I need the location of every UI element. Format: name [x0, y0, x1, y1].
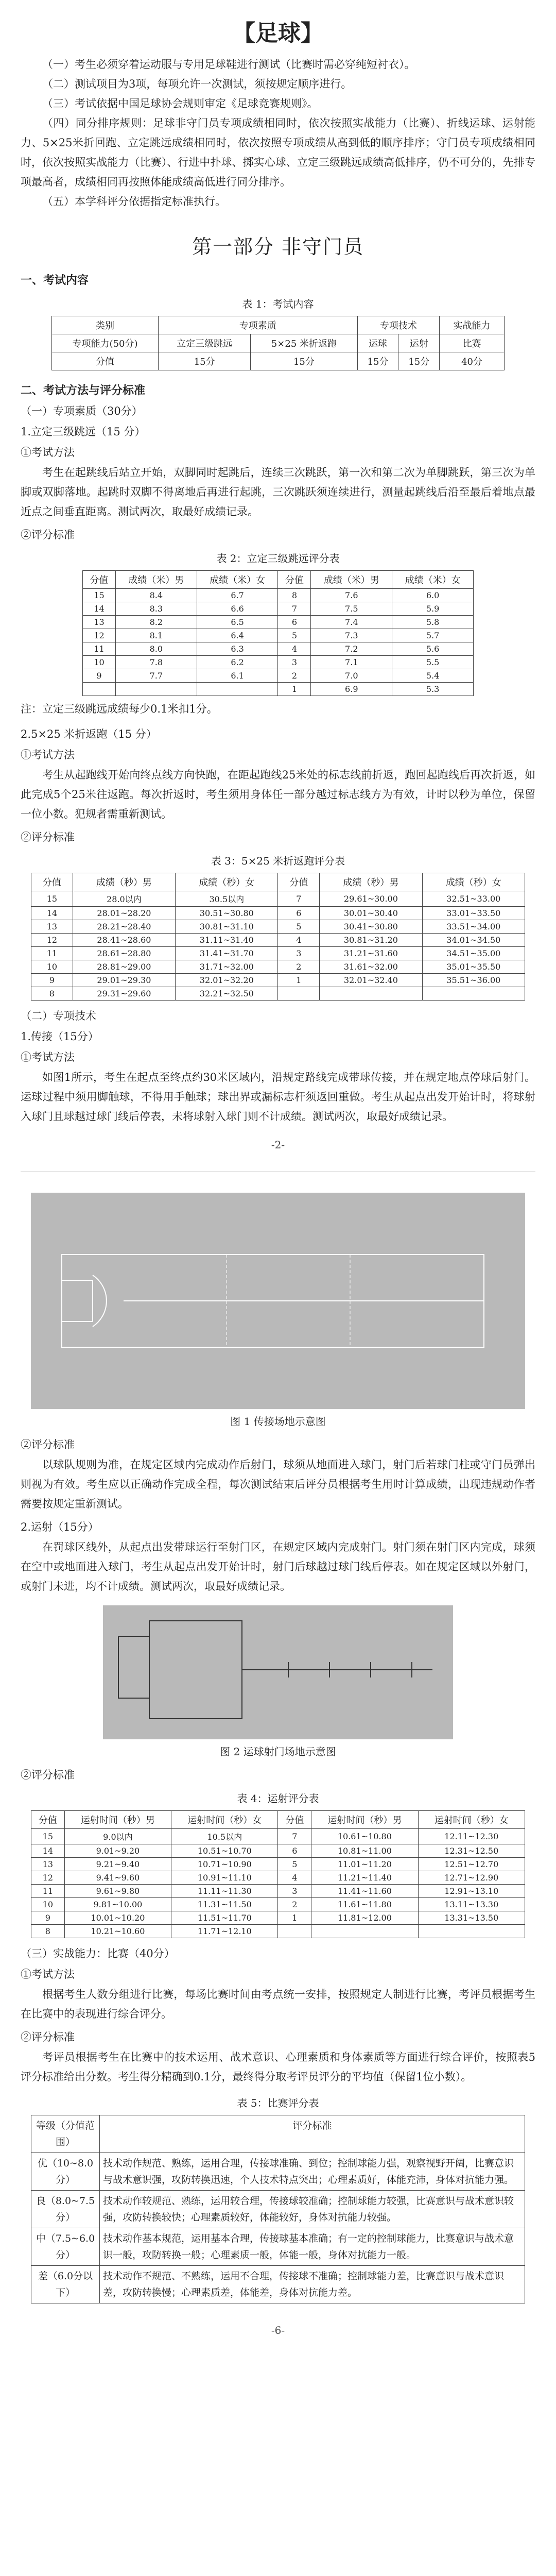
figure-2 [103, 1605, 453, 1739]
table-cell: 5 [278, 920, 320, 934]
table-header: 运射时间（秒）女 [171, 1811, 278, 1829]
table-cell: 9 [83, 669, 116, 683]
table-cell: 28.21~28.40 [73, 920, 175, 934]
table-cell: 分值 [52, 352, 159, 370]
table-cell: 5 [278, 1858, 311, 1871]
table-cell: 7.4 [311, 616, 392, 629]
table-cell: 1 [278, 683, 311, 696]
table-cell: 34.01~34.50 [422, 934, 525, 947]
table-cell: 31.21~31.60 [320, 947, 422, 960]
table-cell: 11.81~12.00 [311, 1911, 418, 1925]
table-cell: 良（8.0~7.5分） [31, 2191, 100, 2228]
table-cell: 2 [278, 960, 320, 974]
table-header: 分值 [278, 1811, 311, 1829]
table-cell: 29.61~30.00 [320, 891, 422, 907]
table-cell: 5×25 米折返跑 [251, 334, 357, 352]
table-cell: 10.01~10.20 [64, 1911, 171, 1925]
table-cell: 6 [278, 616, 311, 629]
table-cell: 32.51~33.00 [422, 891, 525, 907]
table-cell: 29.01~29.30 [73, 974, 175, 987]
table-cell: 15 [31, 1829, 65, 1844]
table-cell: 14 [83, 602, 116, 616]
table-cell: 33.51~34.00 [422, 920, 525, 934]
table-cell: 5.5 [392, 656, 474, 669]
table-row [83, 589, 474, 602]
table-cell: 6.2 [197, 656, 278, 669]
table-cell: 11.41~11.60 [311, 1885, 418, 1898]
table-header: 运射时间（秒）男 [311, 1811, 418, 1829]
table-cell: 6 [278, 907, 320, 920]
table-cell: 28.81~29.00 [73, 960, 175, 974]
table-cell: 中（7.5~6.0分） [31, 2228, 100, 2266]
table-cell: 10 [31, 960, 73, 974]
table-row [31, 920, 525, 934]
table-cell: 30.41~30.80 [320, 920, 422, 934]
table-header: 运射时间（秒）男 [64, 1811, 171, 1829]
sub2a-heading: 1.传接（15分） [21, 1030, 99, 1043]
table-cell: 33.01~33.50 [422, 907, 525, 920]
table-cell: 11.31~11.50 [171, 1898, 278, 1911]
table-cell: 10 [83, 656, 116, 669]
table-cell: 3 [278, 656, 311, 669]
table-row [83, 656, 474, 669]
table-cell: 9 [31, 1911, 65, 1925]
intro-item-2: （二）测试项目为3项，每项允许一次测试，须按规定顺序进行。 [42, 78, 352, 90]
table-cell: 13 [83, 616, 116, 629]
table-cell [418, 1925, 525, 1938]
table-row [31, 947, 525, 960]
table2-note: 注：立定三级跳远成绩每少0.1米扣1分。 [21, 703, 218, 715]
table-cell: 8.3 [115, 602, 197, 616]
table-cell: 1 [278, 1911, 311, 1925]
sec2-heading: 二、考试方法与评分标准 [21, 384, 146, 397]
table-cell: 12 [31, 934, 73, 947]
table-cell: 6.5 [197, 616, 278, 629]
table-cell: 14 [31, 907, 73, 920]
table-cell: 10.5以内 [171, 1829, 278, 1844]
table-cell: 30.51~30.80 [176, 907, 278, 920]
table-row [31, 1885, 525, 1898]
table-cell [83, 683, 116, 696]
score-table-3 [31, 873, 525, 1001]
table-row [31, 1829, 525, 1844]
table-header-row [31, 873, 525, 891]
table-cell: 35.01~35.50 [422, 960, 525, 974]
table-cell: 7 [278, 602, 311, 616]
table-cell: 3 [278, 1885, 311, 1898]
table-cell: 优（10~8.0分） [31, 2153, 100, 2191]
table-cell: 10.91~11.10 [171, 1871, 278, 1885]
table-cell: 6.0 [392, 589, 474, 602]
sub2-heading: （二）专项技术 [21, 1010, 96, 1022]
method-label: ①考试方法 [21, 749, 75, 761]
table-cell: 12.31~12.50 [418, 1844, 525, 1858]
field-diagram-1 [31, 1193, 525, 1409]
table-row [31, 1925, 525, 1938]
table-row [31, 1911, 525, 1925]
content-table [51, 316, 505, 370]
table-row [31, 2191, 525, 2228]
table-row [52, 352, 505, 370]
paragraph: 以球队规则为准，在规定区域内完成动作后射门，球须从地面进入球门，射门后若球门柱或守门员弹出则视为有效。考生应以正确动作完成全程，每次测试结束后评分员根据考生用时计算成绩，出现违规动作者需要按规定重新测试。 [21, 1459, 535, 1510]
table-cell: 30.81~31.20 [320, 934, 422, 947]
table5-caption: 表 5：比赛评分表 [237, 2097, 319, 2109]
table4-caption: 表 4：运射评分表 [237, 1792, 319, 1805]
table-cell [278, 987, 320, 1001]
table-cell: 11.51~11.70 [171, 1911, 278, 1925]
table-header: 评分标准 [100, 2115, 525, 2153]
table-header: 成绩（秒）男 [320, 873, 422, 891]
table-row [83, 669, 474, 683]
table-cell: 35.51~36.00 [422, 974, 525, 987]
table1-caption: 表 1：考试内容 [242, 298, 314, 310]
table-cell: 8.4 [115, 589, 197, 602]
table-cell: 31.11~31.40 [176, 934, 278, 947]
table-cell: 7.2 [311, 642, 392, 656]
criteria-label: ②评分标准 [21, 2031, 75, 2043]
table-cell: 32.21~32.50 [176, 987, 278, 1001]
table-cell: 运球 [357, 334, 398, 352]
table-cell: 专项素质 [159, 316, 358, 334]
table-cell: 28.01~28.20 [73, 907, 175, 920]
table-header: 分值 [83, 571, 116, 589]
table-cell: 2 [278, 669, 311, 683]
table-row [31, 2228, 525, 2266]
table-row [83, 629, 474, 642]
sec1-heading: 一、考试内容 [21, 274, 89, 287]
table-cell: 技术动作较规范、熟练，运用较合理，传接球较准确；控制球能力较强，比赛意识与战术意识较强，攻防转换较快；心理素质较好，体能较好，身体对抗能力较强。 [100, 2191, 525, 2228]
table-cell: 31.61~32.00 [320, 960, 422, 974]
table-cell: 9.81~10.00 [64, 1898, 171, 1911]
table-cell: 8 [278, 589, 311, 602]
table-cell: 15分 [398, 352, 440, 370]
figure-1-caption: 图 1 传接场地示意图 [230, 1415, 326, 1428]
score-table-2 [82, 570, 474, 696]
table-cell: 28.61~28.80 [73, 947, 175, 960]
table-cell: 11.11~11.30 [171, 1885, 278, 1898]
intro-item-4: （四）同分排序规则：足球非守门员专项成绩相同时，依次按照实战能力（比赛）、折线运球、运射能力、5×25米折回跑、立定跳远成绩相同时，依次按照专项成绩从高到低的顺序排序；守门员专项成绩相同时，依次按照实战能力（比赛）、行进中扑球、掷实心球、立定三级跳远成绩高低排序，仍不可分的，先排专项最高者，成绩相同再按照体能成绩高低进行同分排序。 [21, 117, 535, 188]
table-header: 等级（分值范围） [31, 2115, 100, 2153]
table-cell: 31.41~31.70 [176, 947, 278, 960]
table-cell: 12.71~12.90 [418, 1871, 525, 1885]
table-cell: 差（6.0分以下） [31, 2266, 100, 2303]
table-row [31, 987, 525, 1001]
method-label: ①考试方法 [21, 1968, 75, 1980]
table-cell: 15 [31, 891, 73, 907]
table-row [83, 642, 474, 656]
table-cell: 6.4 [197, 629, 278, 642]
table-cell [422, 987, 525, 1001]
table-cell: 技术动作规范、熟练，运用合理，传接球准确、到位；控制球能力强，观察视野开阔，比赛意识与战术意识强，攻防转换迅速，个人技术特点突出；心理素质好，体能充沛，身体对抗能力强。 [100, 2153, 525, 2191]
paragraph: 考生在起跳线后站立开始，双脚同时起跳后，连续三次跳跃，第一次和第二次为单脚跳跃，第三次为单脚或双脚落地。起跳时双脚不得离地后再进行起跳，三次跳跃须连续进行，测量起跳线后沿至最后着地点最近点之间垂直距离。测试两次，取最好成绩记录。 [21, 466, 535, 518]
table-row [31, 974, 525, 987]
table-cell: 12.91~13.10 [418, 1885, 525, 1898]
table-cell: 15分 [159, 352, 251, 370]
table-header: 成绩（米）女 [197, 571, 278, 589]
table-cell: 11.01~11.20 [311, 1858, 418, 1871]
table-cell: 5.7 [392, 629, 474, 642]
table-cell: 13 [31, 920, 73, 934]
table-cell: 12 [31, 1871, 65, 1885]
table-cell: 7.1 [311, 656, 392, 669]
table-row [52, 316, 505, 334]
table-cell: 8 [31, 987, 73, 1001]
table-header: 成绩（米）女 [392, 571, 474, 589]
table-row [31, 2153, 525, 2191]
sub1b-heading: 2.5×25 米折返跑（15 分） [21, 728, 157, 740]
table-cell: 15分 [357, 352, 398, 370]
table-row [31, 2266, 525, 2303]
field-diagram-2 [103, 1605, 453, 1739]
table-cell: 6.7 [197, 589, 278, 602]
table-cell: 31.71~32.00 [176, 960, 278, 974]
table-cell: 12.51~12.70 [418, 1858, 525, 1871]
table-cell: 实战能力 [440, 316, 505, 334]
table-row [31, 1844, 525, 1858]
table-cell: 4 [278, 934, 320, 947]
table-row [31, 1871, 525, 1885]
criteria-label: ②评分标准 [21, 831, 75, 843]
table-row [31, 1898, 525, 1911]
table2-caption: 表 2：立定三级跳远评分表 [216, 552, 340, 565]
table-header: 分值 [278, 873, 320, 891]
table-cell: 12 [83, 629, 116, 642]
table-cell [115, 683, 197, 696]
intro-item-5: （五）本学科评分依据指定标准执行。 [42, 195, 226, 208]
table-cell: 立定三级跳远 [159, 334, 251, 352]
sub1a-heading: 1.立定三级跳远（15 分） [21, 426, 146, 438]
table-row [31, 934, 525, 947]
table-cell [320, 987, 422, 1001]
table-cell: 40分 [440, 352, 505, 370]
table-header: 成绩（秒）女 [422, 873, 525, 891]
table-cell: 6.3 [197, 642, 278, 656]
table-cell: 13.11~13.30 [418, 1898, 525, 1911]
criteria-label: ②评分标准 [21, 1438, 75, 1451]
table-row [31, 1858, 525, 1871]
table-cell: 9.01~9.20 [64, 1844, 171, 1858]
table-cell: 29.31~29.60 [73, 987, 175, 1001]
table-cell: 3 [278, 947, 320, 960]
paragraph: 如图1所示，考生在起点至终点约30米区域内，沿规定路线完成带球传接，并在规定地点停球后射门。运球过程中须用脚触球，不得用手触球；球出界或漏标志杆须返回重做。考生从起点出发开始计时，将球射入球门且球越过球门线后停表，未将球射入球门则不计成绩。测试两次，取最好成绩记录。 [21, 1071, 535, 1123]
table-cell: 30.81~31.10 [176, 920, 278, 934]
table-cell: 6.9 [311, 683, 392, 696]
table-cell: 13 [31, 1858, 65, 1871]
table-cell: 专项能力(50分) [52, 334, 159, 352]
page-number: -2- [271, 1139, 285, 1151]
table-cell [197, 683, 278, 696]
table-cell: 8.2 [115, 616, 197, 629]
table-cell: 10.61~10.80 [311, 1829, 418, 1844]
table-cell: 8 [31, 1925, 65, 1938]
table3-caption: 表 3：5×25 米折返跑评分表 [211, 855, 345, 867]
table-row [83, 602, 474, 616]
paragraph: 考评员根据考生在比赛中的技术运用、战术意识、心理素质和身体素质等方面进行综合评价，按照表5评分标准给出分数。考生得分精确到0.1分，最终得分取考评员评分的平均值（保留1位小数）。 [21, 2051, 535, 2083]
table-header: 成绩（秒）男 [73, 873, 175, 891]
table-cell: 7.7 [115, 669, 197, 683]
table-cell: 7.3 [311, 629, 392, 642]
table-cell: 11.71~12.10 [171, 1925, 278, 1938]
table-cell: 运射 [398, 334, 440, 352]
table-cell: 11.21~11.40 [311, 1871, 418, 1885]
table-header-row [83, 571, 474, 589]
paragraph: 根据考生人数分组进行比赛，每场比赛时间由考点统一安排，按照规定人制进行比赛，考评员根据考生在比赛中的表现进行综合评分。 [21, 1988, 535, 2020]
score-table-4 [31, 1810, 525, 1938]
figure-1 [31, 1193, 525, 1409]
table-cell: 15分 [251, 352, 357, 370]
table-row [83, 616, 474, 629]
table-header: 分值 [278, 571, 311, 589]
table-cell: 30.5以内 [176, 891, 278, 907]
document-content [21, 0, 535, 2336]
table-header: 分值 [31, 1811, 65, 1829]
table-cell: 11.61~11.80 [311, 1898, 418, 1911]
table-cell: 9.41~9.60 [64, 1871, 171, 1885]
table-cell: 5.9 [392, 602, 474, 616]
table-header: 成绩（米）男 [115, 571, 197, 589]
table-header: 成绩（米）男 [311, 571, 392, 589]
table-cell: 9 [31, 974, 73, 987]
table-header: 运射时间（秒）女 [418, 1811, 525, 1829]
table-cell: 7.8 [115, 656, 197, 669]
intro-item-1: （一）考生必须穿着运动服与专用足球鞋进行测试（比赛时需必穿纯短衬衣）。 [42, 58, 415, 71]
table-cell: 15 [83, 589, 116, 602]
table-cell: 7.6 [311, 589, 392, 602]
table-cell: 6.6 [197, 602, 278, 616]
doc-title: 【足球】 [233, 20, 323, 46]
table-cell: 2 [278, 1898, 311, 1911]
table-row [52, 334, 505, 352]
table-cell: 9.61~9.80 [64, 1885, 171, 1898]
table-cell: 5.3 [392, 683, 474, 696]
table-cell: 6.1 [197, 669, 278, 683]
table-cell: 14 [31, 1844, 65, 1858]
table-cell: 7 [278, 891, 320, 907]
table-cell: 10.81~11.00 [311, 1844, 418, 1858]
table-cell: 10 [31, 1898, 65, 1911]
criteria-label: ②评分标准 [21, 1769, 75, 1781]
table-cell: 4 [278, 1871, 311, 1885]
page-number: -6- [271, 2324, 285, 2336]
paragraph: 在罚球区线外，从起点出发带球运行至射门区，在规定区域内完成射门。射门须在射门区内完成，球须在空中或地面进入球门，考生从起点出发开始计时，射门后球越过球门线后停表。如在规定区域以外射门，或射门未进，均不计成绩。测试两次，取最好成绩记录。 [21, 1541, 535, 1592]
criteria-label: ②评分标准 [21, 529, 75, 541]
table-cell: 11 [83, 642, 116, 656]
table-cell: 4 [278, 642, 311, 656]
table-cell: 7.5 [311, 602, 392, 616]
table-cell: 5.6 [392, 642, 474, 656]
table-cell: 30.01~30.40 [320, 907, 422, 920]
table-cell: 7 [278, 1829, 311, 1844]
table-cell: 8.1 [115, 629, 197, 642]
sub3-heading: （三）实战能力：比赛（40分） [21, 1947, 175, 1960]
part1-title: 第一部分 非守门员 [192, 235, 364, 258]
table-cell: 技术动作基本规范，运用基本合理，传接球基本准确；有一定的控制球能力，比赛意识与战术意识一般，攻防转换一般；心理素质一般，体能一般，身体对抗能力一般。 [100, 2228, 525, 2266]
table-cell: 5.8 [392, 616, 474, 629]
table-cell: 34.51~35.00 [422, 947, 525, 960]
table-cell: 11 [31, 1885, 65, 1898]
table-cell: 28.0以内 [73, 891, 175, 907]
method-label: ①考试方法 [21, 446, 75, 459]
table-cell: 32.01~32.20 [176, 974, 278, 987]
intro-item-3: （三）考试依据中国足球协会规则审定《足球竞赛规则》。 [42, 97, 318, 110]
table-cell: 7.0 [311, 669, 392, 683]
table-header: 分值 [31, 873, 73, 891]
table-cell: 10.21~10.60 [64, 1925, 171, 1938]
table-cell: 9.0以内 [64, 1829, 171, 1844]
sub2b-heading: 2.运射（15分） [21, 1521, 99, 1533]
table-header: 成绩（秒）女 [176, 873, 278, 891]
table-cell: 12.11~12.30 [418, 1829, 525, 1844]
table-cell: 专项技术 [357, 316, 440, 334]
table-cell: 类别 [52, 316, 159, 334]
table-cell: 1 [278, 974, 320, 987]
table-row [31, 891, 525, 907]
score-table-5 [31, 2115, 525, 2303]
paragraph: 考生从起跑线开始向终点线方向快跑，在距起跑线25米处的标志线前折返，跑回起跑线后再次折返，如此完成5个25米往返跑。每次折返时，考生须用身体任一部分越过标志线方为有效，计时以秒为单位，保留一位小数。犯规者需重新测试。 [21, 769, 535, 820]
table-row [83, 683, 474, 696]
table-cell: 技术动作不规范、不熟练，运用不合理，传接球不准确；控制球能力差，比赛意识与战术意识差，攻防转换慢；心理素质差，体能差，身体对抗能力差。 [100, 2266, 525, 2303]
method-label: ①考试方法 [21, 1051, 75, 1063]
table-row [31, 2115, 525, 2153]
table-cell: 5 [278, 629, 311, 642]
table-row [31, 960, 525, 974]
table-cell [311, 1925, 418, 1938]
table-cell: 11 [31, 947, 73, 960]
table-row [31, 907, 525, 920]
table-cell: 13.31~13.50 [418, 1911, 525, 1925]
table-cell: 32.01~32.40 [320, 974, 422, 987]
figure-2-caption: 图 2 运球射门场地示意图 [220, 1745, 336, 1758]
table-cell: 比赛 [440, 334, 505, 352]
table-cell: 10.71~10.90 [171, 1858, 278, 1871]
table-cell: 9.21~9.40 [64, 1858, 171, 1871]
table-cell [278, 1925, 311, 1938]
table-cell: 5.4 [392, 669, 474, 683]
table-cell: 10.51~10.70 [171, 1844, 278, 1858]
table-header-row [31, 1811, 525, 1829]
table-cell: 8.0 [115, 642, 197, 656]
sub1-heading: （一）专项素质（30分） [21, 405, 143, 417]
table-cell: 6 [278, 1844, 311, 1858]
table-cell: 28.41~28.60 [73, 934, 175, 947]
